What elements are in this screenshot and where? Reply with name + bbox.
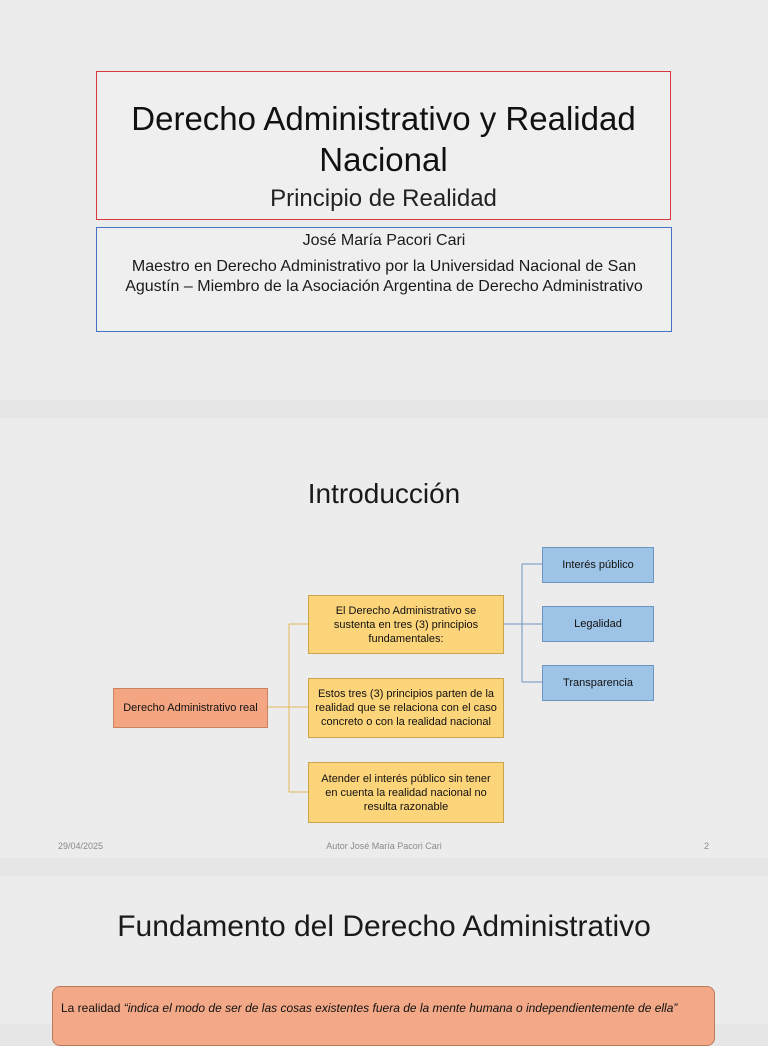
author-description: Maestro en Derecho Administrativo por la Universidad Nacional de San Agustín – Miembro de la Asociación Argentina de Derecho Administrativo <box>125 258 643 295</box>
connector-middle-leaves <box>504 564 542 682</box>
footer-author: Autor José María Pacori Cari <box>326 841 442 851</box>
footer-date: 29/04/2025 <box>58 841 104 851</box>
diagram-node-transparencia: Transparencia <box>542 665 654 701</box>
title-box <box>96 71 671 220</box>
slide-title-introduccion: Introducción <box>307 478 461 509</box>
slide-title-fundamento: Fundamento del Derecho Administrativo <box>117 910 651 943</box>
connector-root-middle <box>268 624 308 792</box>
diagram-node-interes-publico: Interés público <box>542 547 654 583</box>
definition-prefix: La realidad <box>61 1001 124 1015</box>
slide-introduction <box>0 418 768 858</box>
author-name: José María Pacori Cari <box>302 232 466 249</box>
diagram-node-root: Derecho Administrativo real <box>113 688 268 728</box>
slide-title <box>0 0 768 400</box>
footer-page-number: 2 <box>704 841 710 851</box>
definition-quote: “indica el modo de ser de las cosas existentes fuera de la mente humana o independientemente de ella” <box>123 1001 678 1015</box>
presentation-subtitle: Principio de Realidad <box>270 185 497 212</box>
diagram-node-public-interest: Atender el interés público sin tener en cuenta la realidad nacional no resulta razonable <box>308 762 504 823</box>
diagram-node-principles-intro: El Derecho Administrativo se sustenta en tres (3) principios fundamentales: <box>308 595 504 654</box>
diagram-node-legalidad: Legalidad <box>542 606 654 642</box>
author-box <box>96 227 672 332</box>
diagram-node-reality-basis: Estos tres (3) principios parten de la realidad que se relaciona con el caso concreto o con la realidad nacional <box>308 678 504 738</box>
presentation-title: Derecho Administrativo y Realidad Nacional <box>131 100 636 178</box>
definition-box <box>52 986 715 1046</box>
slide-fundamento <box>0 876 768 1024</box>
